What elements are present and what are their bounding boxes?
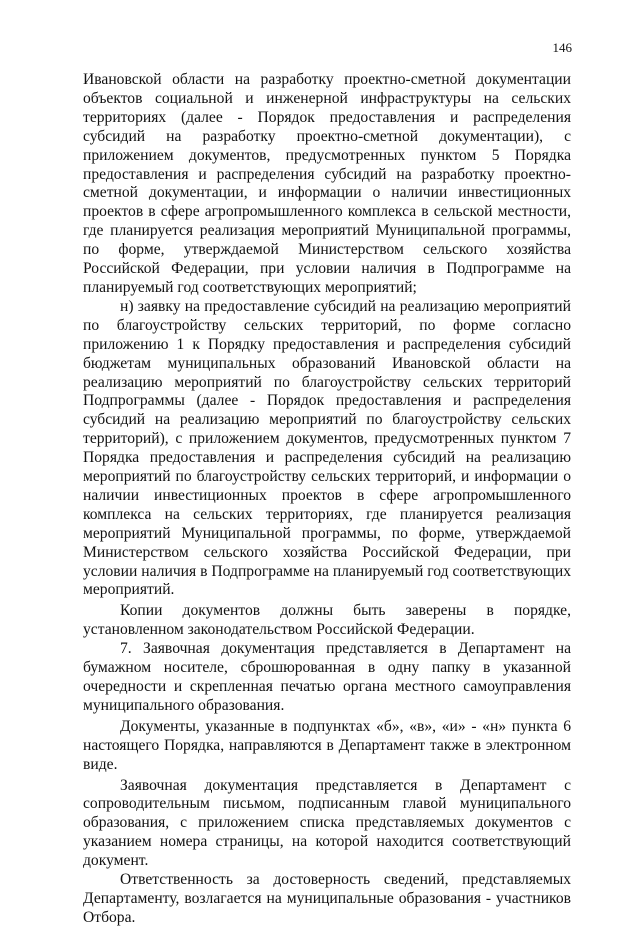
page-number: 146 [552,40,572,55]
document-body [83,71,571,928]
paragraph-electronic-documents: Документы, указанные в подпунктах «б», «в», «и» - «н» пункта 6 настоящего Порядка, направляются в Департамент также в электронном виде. [83,717,571,773]
paragraph-clause-7: 7. Заявочная документация представляется в Департамент на бумажном носителе, сброшюрованная в одну папку в указанной очередности и скрепленная печатью органа местного самоуправления муниципального образования. [83,640,571,714]
paragraph-continuation: Ивановской области на разработку проектно-сметной документации объектов социальной и инженерной инфраструктуры на сельских территориях (далее - Порядок предоставления и распределения субсидий на разработку проектно-сметной документации), с приложением документов, предусмотренных пунктом 5 Порядка предоставления и распределения субсидий на разработку проектно-сметной документации, и информации о наличии инвестиционных проектов в сфере агропромышленного комплекса в сельской местности, где планируется реализация мероприятий Муниципальной программы, по форме, утверждаемой Министерством сельского хозяйства Российской Федерации, при условии наличия в Подпрограмме на планируемый год соответствующих мероприятий; [83,71,571,296]
paragraph-copies-certification: Копии документов должны быть заверены в порядке, установленном законодательством Российской Федерации. [83,602,571,639]
paragraph-responsibility: Ответственность за достоверность сведений, представляемых Департаменту, возлагается на муниципальные образования - участников Отбора. [83,871,571,926]
paragraph-item-n: н) заявку на предоставление субсидий на реализацию мероприятий по благоустройству сельских территорий, по форме согласно приложению 1 к Порядку предоставления и распределения субсидий бюджетам муниципальных образований Ивановской области на реализацию мероприятий по благоустройству сельских территорий Подпрограммы (далее - Порядок предоставления и распределения субсидий на реализацию мероприятий по благоустройству сельских территорий), с приложением документов, предусмотренных пунктом 7 Порядка предоставления и распределения субсидий на реализацию мероприятий по благоустройству сельских территорий, и информации о наличии инвестиционных проектов в сфере агропромышленного комплекса на сельских территориях, где планируется реализация мероприятий Муниципальной программы, по форме, утверждаемой Министерством сельского хозяйства Российской Федерации, при условии наличия в Подпрограмме на планируемый год соответствующих мероприятий. [83,297,571,599]
paragraph-cover-letter: Заявочная документация представляется в Департамент с сопроводительным письмом, подписанным главой муниципального образования, с приложением списка представляемых документов с указанием номера страницы, на которой находится соответствующий документ. [83,776,571,870]
